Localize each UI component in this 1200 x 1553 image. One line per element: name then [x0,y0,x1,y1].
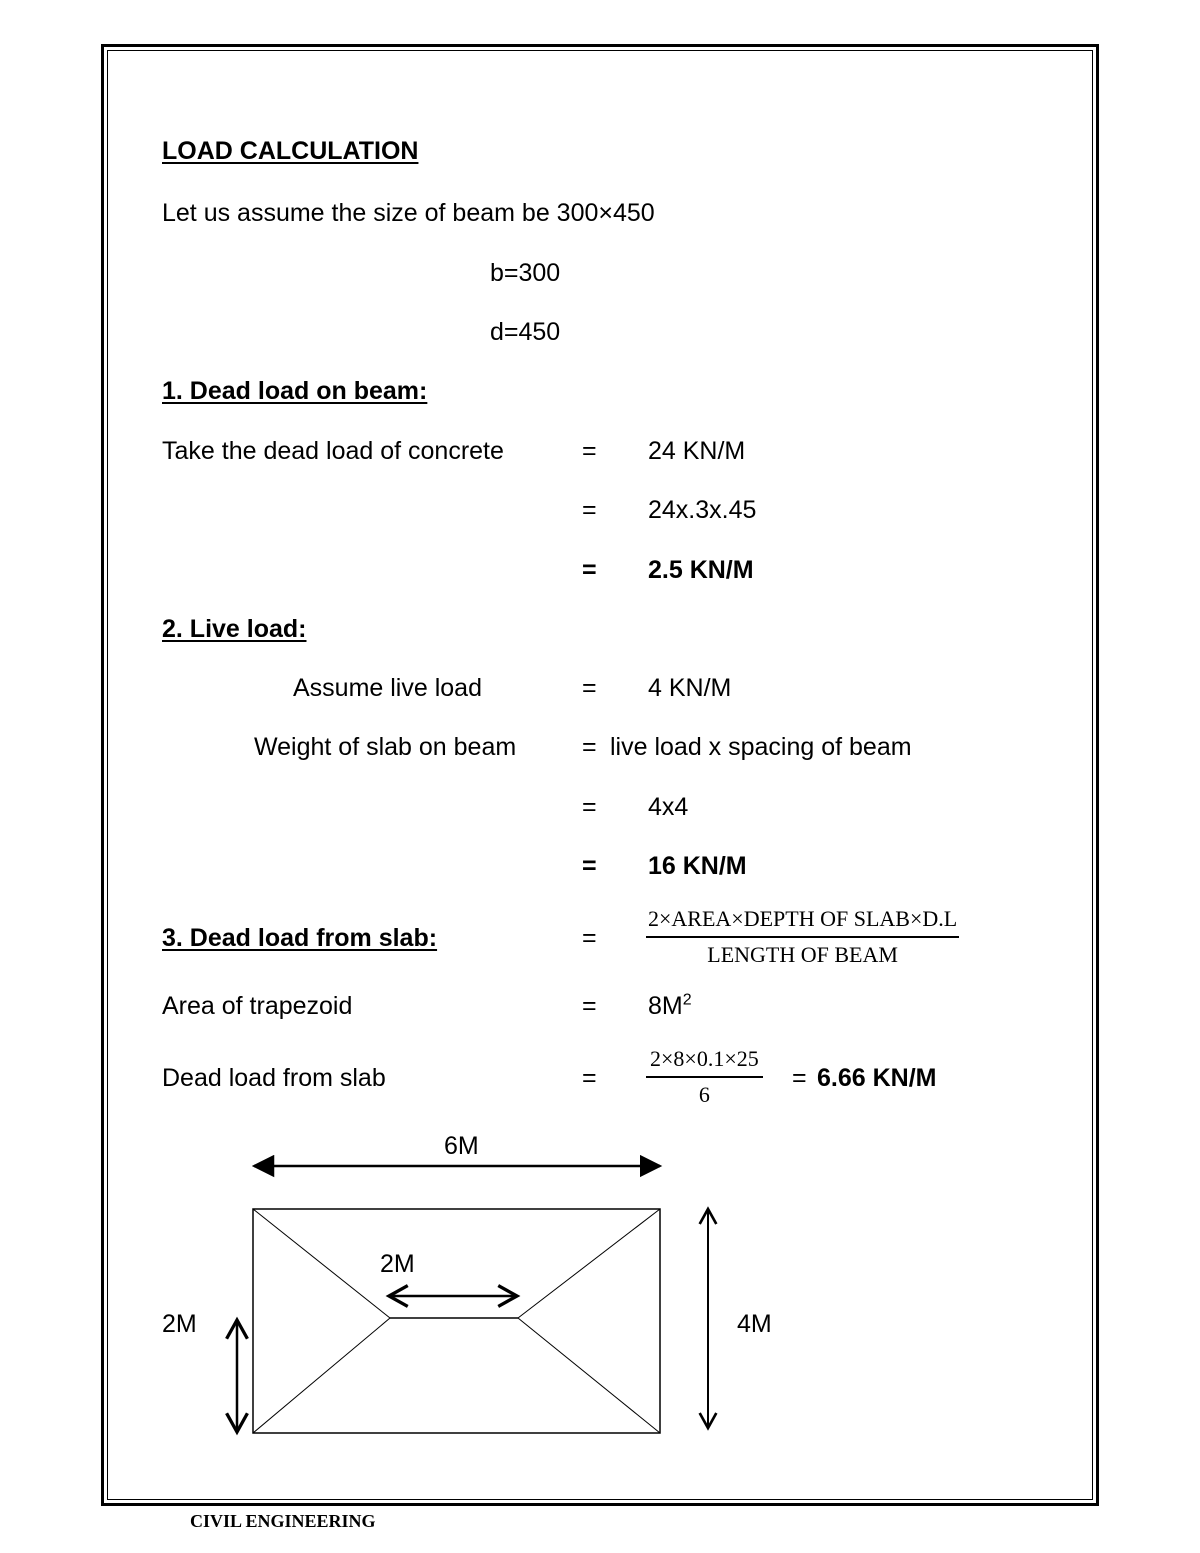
dead-load-numerator: 2×8×0.1×25 [646,1046,763,1078]
section1-label: Take the dead load of concrete [162,437,504,465]
section2-assume-value: 4 KN/M [648,674,732,702]
section1-title: 1. Dead load on beam: [162,377,428,405]
formula-numerator: 2×AREA×DEPTH OF SLAB×D.L [646,906,959,938]
equals-sign: = [582,496,597,524]
page-title: LOAD CALCULATION [162,137,419,165]
area-value-exponent: 2 [682,991,692,1009]
section2-weight-value: live load x spacing of beam [610,733,912,761]
equals-sign: = [582,793,597,821]
diagram-width-label: 6M [444,1132,479,1160]
equals-sign: = [582,992,597,1020]
section2-title: 2. Live load: [162,615,307,643]
diagonal-line [253,1318,390,1433]
diagonal-line [253,1209,390,1318]
equals-sign: = [582,1064,597,1092]
section2-result: 16 KN/M [648,852,747,880]
dead-load-equals: = [792,1064,807,1092]
diagonal-line [518,1209,660,1318]
area-label: Area of trapezoid [162,992,353,1020]
b-value: b=300 [490,259,561,287]
dead-load-slab-label: Dead load from slab [162,1064,386,1092]
section3-title: 3. Dead load from slab: [162,924,438,952]
area-value-base: 8M [648,992,683,1020]
equals-sign: = [582,437,597,465]
diagram-left-label: 2M [162,1310,197,1338]
equals-sign: = [582,852,597,880]
dead-load-result: 6.66 KN/M [817,1064,937,1092]
diagonal-line [518,1318,660,1433]
d-value: d=450 [490,318,561,346]
section2-weight-label: Weight of slab on beam [254,733,517,761]
equals-sign: = [582,674,597,702]
diagram-inner-label: 2M [380,1250,415,1278]
section1-value1: 24 KN/M [648,437,746,465]
section1-value2: 24x.3x.45 [648,496,757,524]
equals-sign: = [582,556,597,584]
dead-load-denominator: 6 [698,1082,710,1107]
equals-sign: = [582,924,597,952]
section2-assume-label: Assume live load [293,674,482,702]
section1-result: 2.5 KN/M [648,556,754,584]
section2-calc: 4x4 [648,793,689,821]
slab-outline [253,1209,660,1433]
formula-denominator: LENGTH OF BEAM [707,942,898,967]
equals-sign: = [582,733,597,761]
intro-text: Let us assume the size of beam be 300×450 [162,199,655,227]
diagram-right-label: 4M [737,1310,772,1338]
footer-text: CIVIL ENGINEERING [190,1511,376,1531]
